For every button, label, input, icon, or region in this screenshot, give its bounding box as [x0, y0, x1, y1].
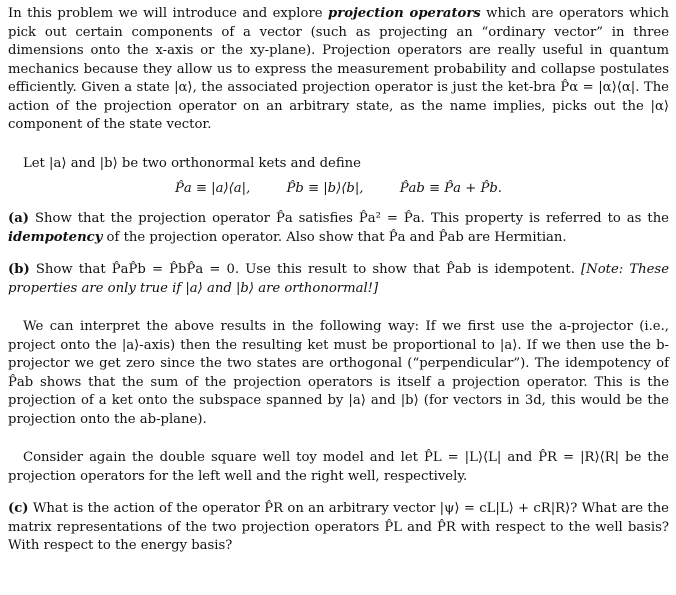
part-b-text: Show that P̂aP̂b = P̂bP̂a = 0. Use this result to show that P̂ab is idempotent. [29, 262, 582, 277]
define-text: Let |a⟩ and |b⟩ be two orthonormal kets and define [23, 155, 361, 171]
part-a-emphasis: idempotency [8, 229, 103, 245]
intro-text-1: In this problem we will introduce and explore [8, 6, 329, 21]
intro-text-2: which are operators which pick out certain components of a vector (such as projecting an “ordinary vector” in three dimensions onto the x-axis or the xy-plane). Projection operators are really useful in quantum mechanics because they allow us to express the measurement probability and collapse postulates efficiently. Given a state |α⟩, the associated projection operator is just the ket-bra P̂α = |α⟩⟨α|. The action of the projection operator on an arbitrary state, as the name implies, picks out the |α⟩ component of the state vector. [8, 6, 669, 132]
part-a-text-1: Show that the projection operator P̂a satisfies P̂a² = P̂a. This property is referred to as the [29, 211, 669, 226]
part-a-text-2: of the projection operator. Also show that P̂a and P̂ab are Hermitian. [102, 229, 567, 245]
document-page [8, 5, 669, 556]
part-b-label: (b) [8, 262, 30, 277]
equation-pab: P̂ab ≡ P̂a + P̂b. [399, 181, 502, 196]
part-a-label: (a) [8, 211, 30, 226]
equation-pa: P̂a ≡ |a⟩⟨a|, [175, 181, 251, 196]
define-paragraph [8, 155, 669, 174]
consider-text: Consider again the double square well toy model and let P̂L = |L⟩⟨L| and P̂R = |R⟩⟨R| be the projection operators for the left well and the right well, respectively. [8, 450, 669, 484]
consider-paragraph [8, 449, 669, 486]
part-a [8, 210, 669, 247]
equation-pb: P̂b ≡ |b⟩⟨b|, [286, 181, 364, 196]
part-c-label: (c) [8, 501, 29, 516]
intro-emphasis: projection operators [328, 6, 481, 21]
part-b-note: [Note: These properties are only true if |a⟩ and |b⟩ are orthonormal!] [8, 262, 669, 296]
part-c [8, 500, 669, 556]
interpretation-paragraph [8, 318, 669, 429]
part-b [8, 261, 669, 298]
part-c-text: What is the action of the operator P̂R on an arbitrary vector |ψ⟩ = cL|L⟩ + cR|R⟩? What are the matrix representations of the two projection operators P̂L and P̂R with respect to the well basis? With respect to the energy basis? [8, 501, 669, 553]
definition-equations [8, 181, 669, 196]
interpretation-text: We can interpret the above results in the following way: If we first use the a-projector (i.e., project onto the |a⟩-axis) then the resulting ket must be proportional to |a⟩. If we then use the b-projector we get zero since the two states are orthogonal (“perpendicular”). The idempotency of P̂ab shows that the sum of the projection operators is itself a projection operator. This is the projection of a ket onto the subspace spanned by |a⟩ and |b⟩ (for vectors in 3d, this would be the projection onto the ab-plane). [8, 319, 669, 427]
intro-paragraph [8, 5, 669, 135]
